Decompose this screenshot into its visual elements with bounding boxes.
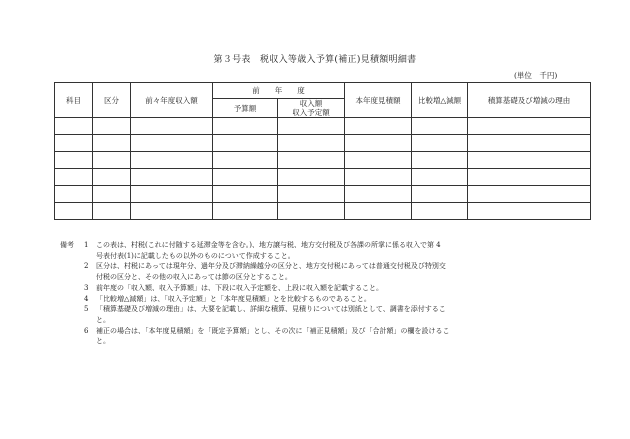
table-cell xyxy=(55,118,93,135)
table-cell xyxy=(93,135,131,152)
table-row xyxy=(55,152,591,169)
table-cell xyxy=(213,152,278,169)
note-text: 補正の場合は、「本年度見積額」を「既定予算額」とし、その次に「補正見積額」及び「合計額」の欄を設けるこ xyxy=(96,326,450,335)
note-line xyxy=(60,240,580,251)
table-cell xyxy=(93,186,131,203)
header-yosan: 予算額 xyxy=(213,99,278,118)
note-number: 5 xyxy=(84,305,89,314)
table-cell xyxy=(345,135,412,152)
note-line xyxy=(60,283,580,294)
table-cell xyxy=(278,203,345,220)
note-line xyxy=(60,294,580,305)
table-cell xyxy=(345,118,412,135)
notes-section xyxy=(60,240,580,347)
note-indent xyxy=(84,315,96,326)
note-text: 号表付表(1)に記載したもの以外のものについて作成すること。 xyxy=(96,251,295,260)
header-kamoku: 科目 xyxy=(55,83,93,118)
table-cell xyxy=(412,152,468,169)
note-indent xyxy=(60,251,84,262)
note-line xyxy=(60,261,580,272)
note-line xyxy=(60,326,580,337)
table-cell xyxy=(468,203,591,220)
table-row xyxy=(55,186,591,203)
header-kubun: 区分 xyxy=(93,83,131,118)
note-indent xyxy=(84,336,96,347)
note-text: 「比較増△減額」は、「収入予定額」と「本年度見積額」とを比較するものであること。 xyxy=(96,294,371,303)
table-cell xyxy=(412,186,468,203)
table-cell xyxy=(345,169,412,186)
table-cell xyxy=(131,186,213,203)
table-cell xyxy=(278,118,345,135)
table-cell xyxy=(93,118,131,135)
note-line xyxy=(60,315,580,326)
table-cell xyxy=(213,169,278,186)
note-number: 6 xyxy=(84,326,89,335)
table-cell xyxy=(468,169,591,186)
table-cell xyxy=(213,135,278,152)
table-cell xyxy=(278,152,345,169)
table-cell xyxy=(468,152,591,169)
note-number: 1 xyxy=(84,241,89,249)
table-cell xyxy=(93,169,131,186)
note-indent xyxy=(60,326,84,337)
note-text: 付税の区分と、その他の収入にあっては節の区分とすること。 xyxy=(96,273,292,282)
note-indent xyxy=(84,272,96,283)
table-cell xyxy=(213,203,278,220)
table-cell xyxy=(131,152,213,169)
table-row xyxy=(55,203,591,220)
header-shunyu xyxy=(278,99,345,118)
note-text: 区分は、村税にあっては現年分、過年分及び滞納繰越分の区分と、地方交付税にあっては普通交付税及び特別交 xyxy=(96,262,446,271)
table-cell xyxy=(213,186,278,203)
note-line xyxy=(60,251,580,262)
table-cell xyxy=(131,169,213,186)
note-text: と。 xyxy=(96,337,110,346)
table-cell xyxy=(412,203,468,220)
note-indent xyxy=(60,283,84,294)
unit-label: (単位 千円) xyxy=(514,71,558,80)
table-cell xyxy=(55,135,93,152)
table-cell xyxy=(468,118,591,135)
header-riyu: 積算基礎及び増減の理由 xyxy=(468,83,591,118)
note-indent xyxy=(84,251,96,262)
table-cell xyxy=(55,152,93,169)
header-shunyu-yotei-label: 収入予定額 xyxy=(292,108,330,117)
table-body xyxy=(55,118,591,220)
document-title: 第３号表 税収入等歳入予算(補正)見積額明細書 xyxy=(213,55,417,65)
table-cell xyxy=(468,135,591,152)
header-zennendo: 前 年 度 xyxy=(213,83,345,99)
note-number: 2 xyxy=(84,262,89,271)
table-cell xyxy=(412,135,468,152)
note-line xyxy=(60,272,580,283)
table-cell xyxy=(412,118,468,135)
table-cell xyxy=(55,186,93,203)
notes-label: 備考 xyxy=(60,241,74,249)
table-cell xyxy=(278,169,345,186)
table-cell xyxy=(55,203,93,220)
table-cell xyxy=(468,186,591,203)
note-text: この表は、村税(これに付随する延滞金等を含む。)、地方譲与税、地方交付税及び各課の所掌に係る収入で第 4 xyxy=(96,241,441,249)
note-text: 前年度の「収入額、収入予算額」は、下段に収入予定額を、上段に収入額を記載すること。 xyxy=(96,283,383,292)
table-cell xyxy=(55,169,93,186)
table-row xyxy=(55,118,591,135)
header-hikaku: 比較増△減額 xyxy=(412,83,468,118)
table-row xyxy=(55,169,591,186)
note-indent xyxy=(60,261,84,272)
table-cell xyxy=(93,203,131,220)
note-line xyxy=(60,304,580,315)
table-cell xyxy=(213,118,278,135)
note-indent xyxy=(60,294,84,305)
note-text: と。 xyxy=(96,315,110,324)
table-cell xyxy=(345,203,412,220)
table-cell xyxy=(131,203,213,220)
table-cell xyxy=(278,186,345,203)
estimate-table xyxy=(54,82,591,220)
note-indent xyxy=(60,304,84,315)
table-cell xyxy=(345,152,412,169)
table-cell xyxy=(412,169,468,186)
note-number: 3 xyxy=(84,283,89,292)
note-number: 4 xyxy=(84,294,89,303)
table-cell xyxy=(345,186,412,203)
note-line xyxy=(60,336,580,347)
header-honnendo: 本年度見積額 xyxy=(345,83,412,118)
note-indent xyxy=(60,272,84,283)
table-cell xyxy=(93,152,131,169)
table-cell xyxy=(131,118,213,135)
table-cell xyxy=(278,135,345,152)
note-indent xyxy=(60,315,84,326)
note-indent xyxy=(60,336,84,347)
header-zenzen-shunyu: 前々年度収入額 xyxy=(131,83,213,118)
table-cell xyxy=(131,135,213,152)
header-shunyu-label: 収入額 xyxy=(299,99,323,108)
note-text: 「積算基礎及び増減の理由」は、大要を記載し、詳細な積算、見積りについては別紙として、調書を添付するこ xyxy=(96,305,446,314)
table-row xyxy=(55,135,591,152)
